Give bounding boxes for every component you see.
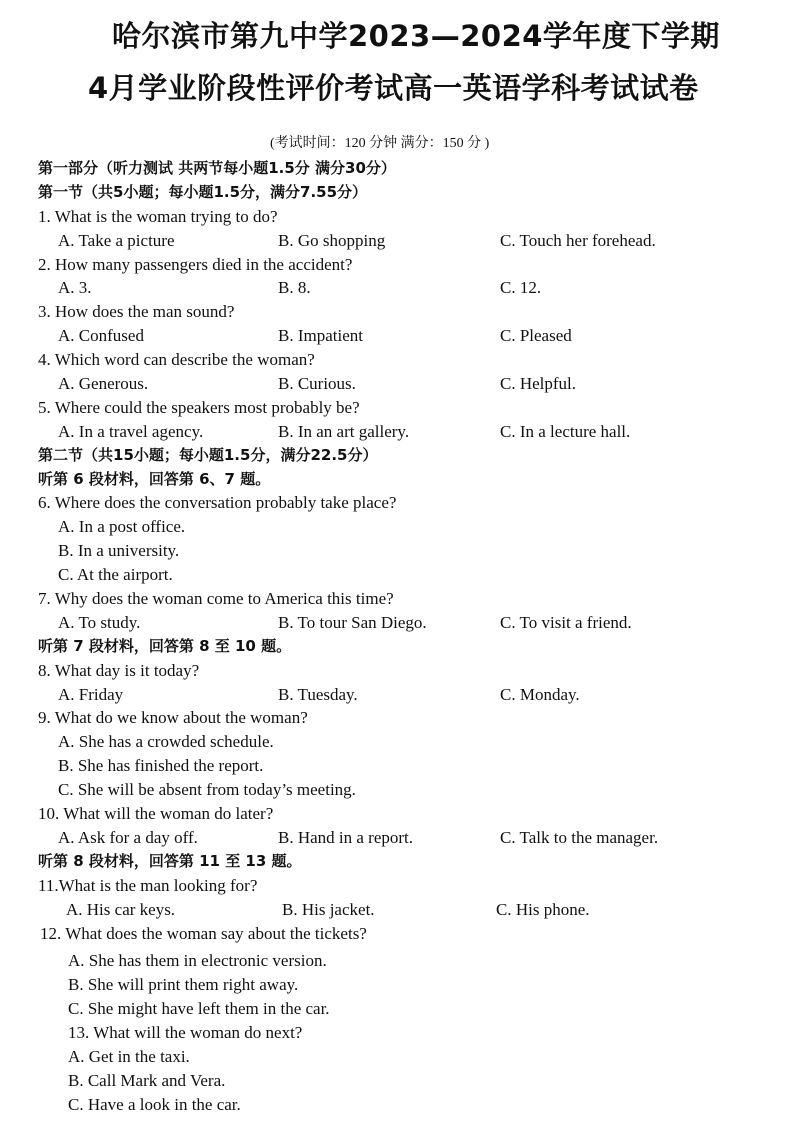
option-b: B. Tuesday. — [278, 684, 358, 704]
question-1: 1. What is the woman trying to do? — [38, 206, 278, 226]
question-12: 12. What does the woman say about the tickets? — [40, 923, 367, 943]
question-2: 2. How many passengers died in the accident? — [38, 254, 353, 274]
question-13: 13. What will the woman do next? — [68, 1023, 303, 1043]
options-8 — [38, 683, 758, 707]
instruction-material-7: 听第 7 段材料，回答第 8 至 10 题。 — [38, 636, 292, 655]
question-5: 5. Where could the speakers most probably be? — [38, 397, 360, 417]
question-9: 9. What do we know about the woman? — [38, 708, 308, 728]
options-3 — [38, 324, 758, 348]
question-6: 6. Where does the conversation probably take place? — [38, 493, 397, 513]
option-a: A. In a post office. — [58, 517, 186, 537]
option-c: C. To visit a friend. — [500, 612, 632, 632]
instruction-material-8: 听第 8 段材料，回答第 11 至 13 题。 — [38, 851, 302, 870]
option-b: B. She will print them right away. — [68, 975, 299, 995]
option-c: C. Touch her forehead. — [500, 230, 656, 250]
section2-title: 第二节（共15小题；每小题1.5分，满分22.5分） — [38, 445, 378, 464]
part1-title: 第一部分（听力测试 共两节每小题1.5分 满分30分） — [38, 159, 396, 177]
options-11 — [38, 898, 758, 922]
option-a: A. Ask for a day off. — [58, 827, 198, 847]
options-5 — [38, 420, 758, 444]
option-b: B. 8. — [278, 278, 311, 298]
option-c: C. Have a look in the car. — [68, 1094, 241, 1114]
exam-info: (考试时间：120 分钟 满分：150 分 ) — [270, 136, 490, 151]
options-4 — [38, 372, 758, 396]
option-c: C. 12. — [500, 278, 542, 298]
option-b: B. His jacket. — [282, 899, 375, 919]
option-b: B. Curious. — [278, 374, 356, 394]
option-b: B. Hand in a report. — [278, 827, 414, 847]
option-c: C. Talk to the manager. — [500, 827, 659, 847]
option-c: C. His phone. — [496, 899, 590, 919]
option-b: B. To tour San Diego. — [278, 612, 427, 632]
option-a: A. She has them in electronic version. — [68, 951, 327, 971]
option-c: C. She might have left them in the car. — [68, 999, 330, 1019]
option-a: A. She has a crowded schedule. — [58, 732, 274, 752]
question-7: 7. Why does the woman come to America this time? — [38, 589, 394, 609]
option-b: B. Call Mark and Vera. — [68, 1070, 226, 1090]
option-c: C. Pleased — [500, 326, 572, 346]
question-10: 10. What will the woman do later? — [38, 804, 274, 824]
option-b: B. She has finished the report. — [58, 756, 264, 776]
option-c: C. At the airport. — [58, 565, 173, 585]
question-8: 8. What day is it today? — [38, 660, 200, 680]
option-c: C. In a lecture hall. — [500, 421, 631, 441]
exam-title-line1: 哈尔滨市第九中学2023—2024学年度下学期 — [112, 19, 720, 53]
option-a: A. Confused — [58, 326, 144, 346]
options-7 — [38, 611, 758, 635]
option-c: C. She will be absent from today’s meeting. — [58, 780, 356, 800]
option-a: A. To study. — [58, 612, 141, 632]
option-c: C. Monday. — [500, 684, 580, 704]
option-c: C. Helpful. — [500, 374, 577, 394]
option-a: A. In a travel agency. — [58, 421, 204, 441]
exam-content — [38, 157, 758, 1117]
option-a: A. His car keys. — [66, 899, 176, 919]
question-4: 4. Which word can describe the woman? — [38, 350, 315, 370]
option-b: B. Impatient — [278, 326, 363, 346]
instruction-material-6: 听第 6 段材料，回答第 6、7 题。 — [38, 469, 271, 488]
exam-title-line2: 4月学业阶段性评价考试高一英语学科考试试卷 — [88, 71, 699, 105]
question-11: 11.What is the man looking for? — [38, 875, 258, 895]
section1-title: 第一节（共5小题；每小题1.5分，满分7.55分） — [38, 182, 368, 201]
options-10 — [38, 826, 758, 850]
option-a: A. Get in the taxi. — [68, 1046, 190, 1066]
option-a: A. Take a picture — [58, 230, 175, 250]
option-a: A. Friday — [58, 684, 124, 704]
options-1 — [38, 229, 758, 253]
question-3: 3. How does the man sound? — [38, 302, 235, 322]
options-2 — [38, 276, 758, 300]
option-b: B. Go shopping — [278, 230, 386, 250]
option-b: B. In an art gallery. — [278, 421, 410, 441]
option-a: A. 3. — [58, 278, 92, 298]
option-b: B. In a university. — [58, 541, 180, 561]
option-a: A. Generous. — [58, 374, 149, 394]
